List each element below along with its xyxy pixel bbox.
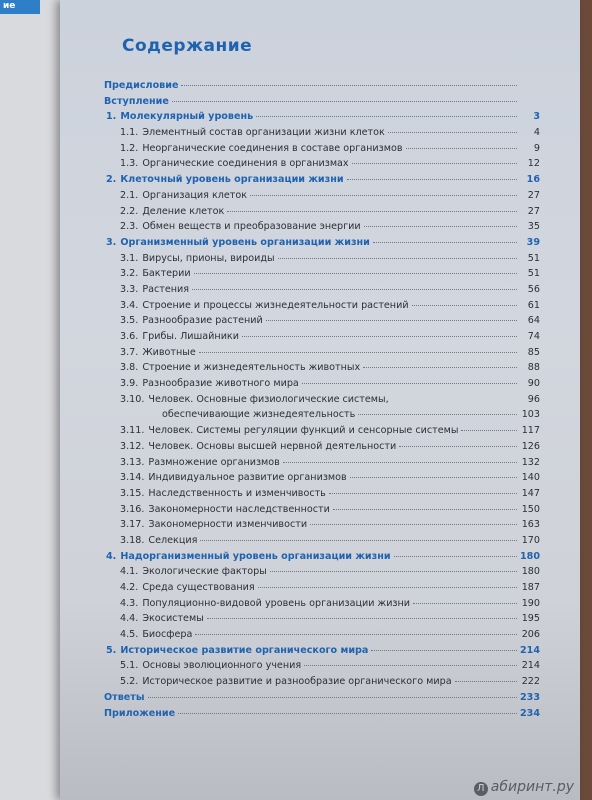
toc-leader-dots — [358, 414, 517, 415]
toc-section-row — [104, 582, 540, 598]
toc-entry-number: 3.11. — [120, 425, 145, 437]
toc-leader-dots — [242, 336, 517, 337]
toc-page-number: 234 — [519, 707, 540, 719]
toc-page-number: 132 — [521, 456, 540, 468]
toc-chapter-row — [104, 237, 540, 253]
toc-chapter-row — [104, 96, 540, 112]
toc-section-row — [104, 394, 540, 410]
toc-section-row — [104, 268, 540, 284]
toc-section-row — [104, 143, 540, 159]
toc-leader-dots — [227, 211, 517, 212]
toc-entry-number: 3.13. — [120, 456, 145, 468]
corner-tab: ие — [0, 0, 40, 14]
toc-page-number: 96 — [527, 393, 540, 405]
toc-leader-dots — [270, 571, 517, 572]
toc-leader-dots — [302, 383, 517, 384]
toc-section-row — [104, 629, 540, 645]
toc-leader-dots — [392, 399, 517, 400]
toc-entry-title: Биосфера — [142, 629, 193, 641]
toc-page-number: 147 — [521, 487, 540, 499]
toc-page-number: 170 — [521, 534, 540, 546]
toc-entry-title: Бактерии — [142, 268, 191, 280]
toc-section-row — [104, 190, 540, 206]
toc-section-row — [104, 535, 540, 551]
toc-section-row — [104, 613, 540, 629]
toc-section-row — [104, 425, 540, 441]
toc-page-number: 3 — [533, 111, 540, 123]
watermark-text: абиринт.ру — [490, 779, 574, 795]
toc-entry-title: Человек. Основные физиологические системы, — [148, 393, 389, 405]
toc-entry-title: Человек. Системы регуляции функций и сенсорные системы — [148, 425, 459, 437]
toc-leader-dots — [394, 556, 517, 557]
toc-entry-title: Индивидуальное развитие организмов — [148, 472, 347, 484]
toc-section-row — [104, 284, 540, 300]
toc-entry-title: Надорганизменный уровень организации жизни — [120, 550, 391, 562]
toc-entry-title: Вступление — [104, 95, 169, 107]
toc-leader-dots — [178, 713, 517, 714]
toc-page-number: 222 — [521, 676, 540, 688]
toc-leader-dots — [347, 179, 517, 180]
toc-entry-number: 2.1. — [120, 189, 139, 201]
toc-page-number: 56 — [527, 283, 540, 295]
toc-leader-dots — [310, 524, 517, 525]
toc-entry-title: Приложение — [104, 707, 176, 719]
toc-entry-title: Историческое развитие органического мира — [120, 644, 369, 656]
toc-entry-number: 3.6. — [120, 331, 139, 342]
toc-page-number: 214 — [519, 644, 540, 656]
toc-section-row — [104, 488, 540, 504]
toc-entry-title: Основы эволюционного учения — [142, 660, 302, 672]
toc-entry-number: 3.17. — [120, 519, 145, 531]
toc-chapter-row — [104, 645, 540, 661]
toc-section-row — [104, 347, 540, 363]
toc-entry-number: 5.2. — [120, 676, 139, 688]
toc-leader-dots — [304, 665, 517, 666]
toc-entry-number: 3.14. — [120, 472, 145, 484]
toc-section-row — [104, 362, 540, 378]
toc-entry-title: Организменный уровень организации жизни — [120, 236, 370, 248]
toc-section-row — [104, 127, 540, 143]
toc-page-number: 4 — [533, 127, 540, 139]
toc-page-number: 180 — [521, 566, 540, 578]
toc-leader-dots — [412, 305, 517, 306]
toc-entry-number: 5. — [106, 644, 117, 656]
toc-leader-dots — [207, 618, 517, 619]
toc-entry-title: Популяционно-видовой уровень организации жизни — [142, 597, 411, 609]
toc-entry-number: 3.12. — [120, 440, 145, 452]
toc-section-row — [104, 158, 540, 174]
toc-leader-dots — [195, 634, 517, 635]
toc-entry-number: 4.4. — [120, 613, 139, 625]
toc-entry-title: Клеточный уровень организации жизни — [120, 174, 344, 186]
toc-leader-dots — [250, 195, 517, 196]
toc-section-row — [104, 409, 540, 425]
toc-chapter-row — [104, 111, 540, 127]
toc-entry-number: 2.2. — [120, 205, 139, 217]
toc-entry-title: Закономерности изменчивости — [148, 519, 308, 531]
toc-page-number: 103 — [521, 409, 540, 421]
toc-entry-title: обеспечивающие жизнедеятельность — [162, 409, 356, 421]
toc-entry-number: 3.3. — [120, 283, 139, 295]
toc-entry-number: 1.2. — [120, 142, 139, 154]
toc-page-number: 214 — [521, 660, 540, 672]
toc-entry-title: Молекулярный уровень — [120, 111, 254, 123]
toc-page-number: 16 — [526, 174, 540, 186]
toc-leader-dots — [333, 509, 517, 510]
toc-page-number: 51 — [527, 252, 540, 264]
toc-leader-dots — [399, 446, 517, 447]
toc-section-row — [104, 253, 540, 269]
book-page — [60, 0, 580, 800]
toc-section-row — [104, 472, 540, 488]
toc-leader-dots — [256, 116, 517, 117]
toc-leader-dots — [148, 697, 517, 698]
toc-chapter-row — [104, 708, 540, 724]
page-title: Содержание — [122, 36, 253, 56]
toc-entry-title: Деление клеток — [142, 205, 225, 217]
toc-section-row — [104, 300, 540, 316]
toc-entry-number: 3.18. — [120, 534, 145, 546]
toc-page-number: 27 — [527, 205, 540, 217]
toc-section-row — [104, 206, 540, 222]
toc-entry-title: Экосистемы — [142, 613, 204, 625]
toc-chapter-row — [104, 551, 540, 567]
toc-section-row — [104, 676, 540, 692]
toc-leader-dots — [266, 320, 517, 321]
toc-entry-title: Неорганические соединения в составе организмов — [142, 142, 403, 154]
toc-entry-number: 2.3. — [120, 221, 139, 233]
toc-page-number: 39 — [526, 236, 540, 248]
toc-entry-number: 3.7. — [120, 346, 139, 358]
toc-page-number: 117 — [521, 425, 540, 437]
toc-page-number: 74 — [527, 331, 540, 342]
toc-entry-title: Вирусы, прионы, вироиды — [142, 252, 275, 264]
toc-page-number: 85 — [527, 346, 540, 358]
toc-entry-title: Предисловие — [104, 80, 179, 91]
toc-section-row — [104, 315, 540, 331]
toc-page-number: 35 — [527, 221, 540, 233]
toc-section-row — [104, 378, 540, 394]
toc-entry-number: 3.16. — [120, 503, 145, 515]
toc-entry-number: 3.10. — [120, 393, 145, 405]
toc-entry-number: 1. — [106, 111, 117, 123]
toc-page-number: 180 — [519, 550, 540, 562]
toc-leader-dots — [406, 148, 517, 149]
toc-entry-title: Ответы — [104, 691, 145, 703]
toc-entry-number: 1.3. — [120, 158, 139, 170]
toc-leader-dots — [455, 681, 517, 682]
toc-page-number: 12 — [527, 158, 540, 170]
toc-leader-dots — [172, 101, 517, 102]
toc-leader-dots — [364, 226, 517, 227]
toc-entry-number: 4.3. — [120, 597, 139, 609]
toc-entry-title: Строение и процессы жизнедеятельности растений — [142, 299, 409, 311]
toc-leader-dots — [258, 587, 517, 588]
toc-chapter-row — [104, 174, 540, 190]
toc-entry-title: Органические соединения в организмах — [142, 158, 349, 170]
toc-leader-dots — [413, 603, 517, 604]
toc-page-number: 51 — [527, 268, 540, 280]
toc-page-number: 126 — [521, 440, 540, 452]
toc-leader-dots — [192, 289, 517, 290]
toc-entry-number: 3.8. — [120, 362, 139, 374]
toc-page-number: 190 — [521, 597, 540, 609]
toc-entry-title: Селекция — [148, 534, 198, 546]
toc-entry-title: Историческое развитие и разнообразие органического мира — [142, 676, 452, 688]
toc-page-number: 163 — [521, 519, 540, 531]
toc-section-row — [104, 221, 540, 237]
toc-section-row — [104, 457, 540, 473]
toc-leader-dots — [329, 493, 517, 494]
toc-page-number: 233 — [519, 691, 540, 703]
toc-entry-title: Разнообразие растений — [142, 315, 263, 327]
toc-leader-dots — [363, 367, 517, 368]
table-of-contents — [104, 80, 540, 723]
toc-entry-title: Животные — [142, 346, 196, 358]
toc-leader-dots — [200, 540, 517, 541]
toc-entry-number: 4.5. — [120, 629, 139, 641]
toc-entry-number: 3.9. — [120, 378, 139, 390]
toc-leader-dots — [461, 430, 517, 431]
toc-page-number: 195 — [521, 613, 540, 625]
toc-entry-title: Элементный состав организации жизни клеток — [142, 127, 385, 139]
toc-chapter-row — [104, 692, 540, 708]
watermark — [474, 779, 574, 796]
toc-page-number: 27 — [527, 189, 540, 201]
toc-leader-dots — [199, 352, 517, 353]
toc-entry-number: 5.1. — [120, 660, 139, 672]
toc-entry-number: 3. — [106, 236, 117, 248]
toc-leader-dots — [194, 273, 517, 274]
toc-page-number: 140 — [521, 472, 540, 484]
toc-section-row — [104, 441, 540, 457]
toc-entry-number: 3.1. — [120, 252, 139, 264]
labirint-logo-icon: Л — [474, 782, 488, 796]
toc-chapter-row — [104, 80, 540, 96]
toc-entry-title: Наследственность и изменчивость — [148, 487, 326, 499]
toc-page-number: 187 — [521, 582, 540, 593]
toc-leader-dots — [371, 650, 517, 651]
toc-entry-title: Растения — [142, 283, 190, 295]
toc-section-row — [104, 519, 540, 535]
toc-entry-number: 3.2. — [120, 268, 139, 280]
toc-entry-title: Размножение организмов — [148, 456, 280, 468]
toc-section-row — [104, 504, 540, 520]
toc-entry-title: Закономерности наследственности — [148, 503, 330, 515]
toc-entry-title: Экологические факторы — [142, 566, 267, 578]
toc-section-row — [104, 598, 540, 614]
toc-entry-number: 2. — [106, 174, 117, 186]
toc-entry-number: 4.1. — [120, 566, 139, 578]
toc-page-number: 9 — [533, 142, 540, 154]
toc-entry-title: Человек. Основы высшей нервной деятельности — [148, 440, 397, 452]
toc-entry-number: 4. — [106, 550, 117, 562]
toc-page-number: 61 — [527, 299, 540, 311]
toc-page-number: 64 — [527, 315, 540, 327]
toc-leader-dots — [278, 258, 517, 259]
toc-section-row — [104, 566, 540, 582]
toc-entry-number: 3.5. — [120, 315, 139, 327]
toc-leader-dots — [388, 132, 517, 133]
toc-entry-title: Обмен веществ и преобразование энергии — [142, 221, 361, 233]
toc-entry-title: Разнообразие животного мира — [142, 378, 299, 390]
toc-page-number: 90 — [527, 378, 540, 390]
toc-entry-number: 3.4. — [120, 299, 139, 311]
toc-page-number: 206 — [521, 629, 540, 641]
toc-entry-title: Грибы. Лишайники — [142, 331, 239, 342]
toc-leader-dots — [373, 242, 517, 243]
toc-entry-number: 4.2. — [120, 582, 139, 593]
toc-entry-title: Среда существования — [142, 582, 255, 593]
toc-entry-title: Организация клеток — [142, 189, 248, 201]
toc-leader-dots — [181, 85, 517, 86]
toc-page-number: 150 — [521, 503, 540, 515]
toc-entry-number: 1.1. — [120, 127, 139, 139]
toc-section-row — [104, 660, 540, 676]
toc-section-row — [104, 331, 540, 347]
toc-leader-dots — [283, 462, 517, 463]
toc-entry-title: Строение и жизнедеятельность животных — [142, 362, 361, 374]
toc-leader-dots — [350, 477, 517, 478]
toc-page-number: 88 — [527, 362, 540, 374]
toc-leader-dots — [352, 163, 517, 164]
toc-entry-number: 3.15. — [120, 487, 145, 499]
